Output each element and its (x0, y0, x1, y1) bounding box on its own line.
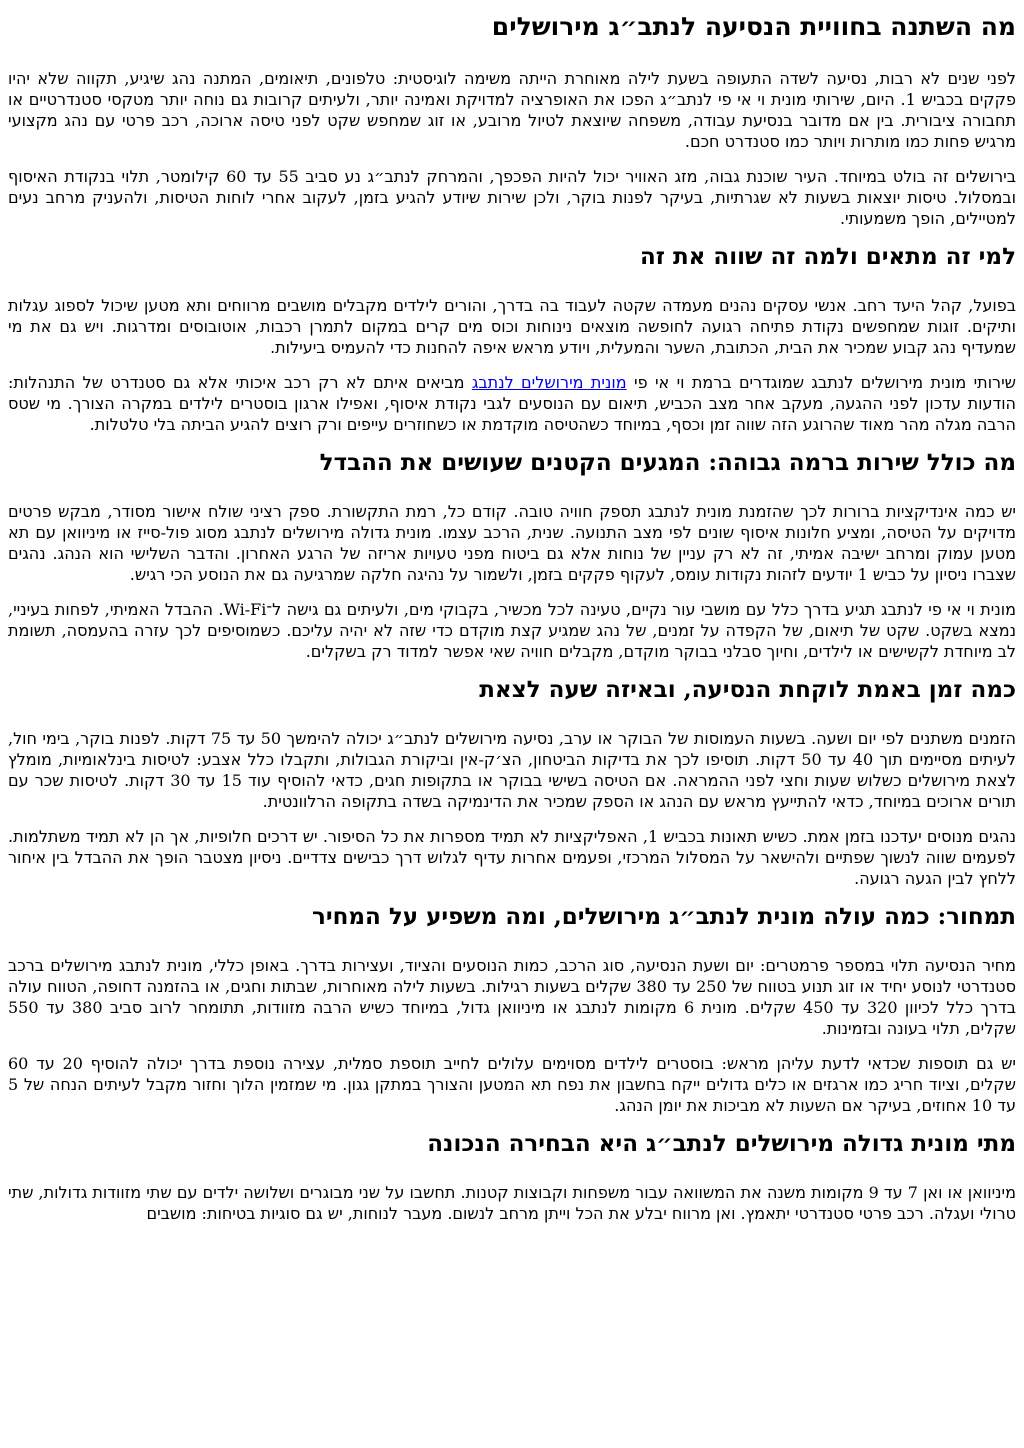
section-heading-trip-duration: כמה זמן באמת לוקחת הנסיעה, ובאיזה שעה לצאת (479, 676, 1016, 703)
intro-paragraph-1: לפני שנים לא רבות, נסיעה לשדה התעופה בשעת לילה מאוחרת הייתה משימה לוגיסטית: טלפונים, תיאומים, המתנה נהג שיגיע, תקווה שלא יהיו פקקים בכביש 1. היום, שירותי מונית וי אי פי לנתב״ג הפכו את האופרציה למדויקת ואמינה יותר, ולעיתים קרובות גם נוחה יותר מטקסי סטנדרטיים או תחבורה ציבורית. בין אם מדובר בנסיעת עבודה, משפחה שיוצאת לטיול מרובע, או זוג שמחפש שקט לפני טיסה ארוכה, רכב פרטי עם נהג מקצועי מרגיש פחות כמו מותרות ויותר כמו סטנדרט חכם. (8, 69, 1017, 151)
section1-paragraph-1: בפועל, קהל היעד רחב. אנשי עסקים נהנים מעמדה שקטה לעבוד בה בדרך, והורים לילדים מקבלים מושבים מרווחים ותא מטען שיכול לספוג עגלות ותיקים. זוגות שמחפשים נקודת פתיחה רגועה לחופשה מוצאים נינוחות וכוס מים קרים במקום לתמרן רכבות, אוטובוסים ומדרגות. ויש גם את מי שמעדיף נהג קבוע שמכיר את הבית, הכתובת, השער והמעלית, ויודע מראש איפה להחנות כדי להעמיס ביעילות. (8, 296, 1017, 357)
section1-paragraph-2 (8, 372, 1016, 435)
page-title: מה השתנה בחוויית הנסיעה לנתב״ג מירושלים (491, 12, 1016, 41)
section-heading-pricing: תמחור: כמה עולה מונית לנתב״ג מירושלים, ומה משפיע על המחיר (311, 903, 1016, 930)
section3-paragraph-2: נהגים מנוסים יעדכנו בזמן אמת. כשיש תאונות בכביש 1, האפליקציות לא תמיד מספרות את כל הסיפור. יש דרכים חלופיות, אך הן לא תמיד משתלמות. לפעמים שווה לנשוך שפתיים ולהישאר על המסלול המרכזי, ופעמים אחרות עדיף לגלוש דרך כבישים צדדיים. ניסיון מצטבר הופך את ההבדל בין איחור ללחץ לבין הגעה רגועה. (8, 827, 1017, 888)
section4-paragraph-2: יש גם תוספות שכדאי לדעת עליהן מראש: בוסטרים לילדים מסוימים עלולים לחייב תוספת סמלית, עצירה נוספת בדרך יכולה להוסיף 20 עד 60 שקלים, וציוד חריג כמו ארגזים או כלים גדולים ייקח בחשבון את נפח תא המטען והצורך במתקן גגון. מי שמזמין הלוך וחזור מקבל לעיתים הנחה של 5 עד 10 אחוזים, בעיקר אם השעות לא מביכות את יומן הנהג. (8, 1054, 1016, 1115)
section4-paragraph-1: מחיר הנסיעה תלוי במספר פרמטרים: יום ושעת הנסיעה, סוג הרכב, כמות הנוסעים והציוד, ועצירות בדרך. באופן כללי, מונית לנתבג מירושלים ברכב סטנדרטי לנוסע יחיד או זוג תנוע בטווח של 250 עד 380 שקלים בשעות רגילות. בשעות לילה מאוחרות, שבתות וחגים, או בהזמנה דחופה, הטווח עולה בדרך כלל לכיוון 320 עד 450 שקלים. מונית 6 מקומות לנתבג או מיניוואן גדול, במיוחד כשיש הרבה מזוודות, תתומחר לרוב סביב 380 עד 550 שקלים, תלוי בעונה ובזמינות. (8, 956, 1017, 1038)
section3-paragraph-1: הזמנים משתנים לפי יום ושעה. בשעות העמוסות של הבוקר או ערב, נסיעה מירושלים לנתב״ג יכולה להימשך 50 עד 75 דקות. לפנות בוקר, בימי חול, לעיתים מסיימים תוך 40 עד 50 דקות. תוסיפו לכך את בדיקות הביטחון, הצ׳ק-אין וביקורת הגבולות, ותקבלו כלל אצבע: לטיסות בינלאומיות, מומלץ לצאת מירושלים כשלוש שעות וחצי לפני ההמראה. אם הטיסה בשישי בבוקר או בתקופות חגים, כדאי להוסיף עוד 15 עד 30 דקות. לטיסות שכר עם תורים ארוכים במיוחד, כדאי להתייעץ מראש עם הנהג או הספק שמכיר את הדינמיקה בשדה בתקופה הרלוונטית. (8, 729, 1017, 811)
section-heading-who-is-it-for: למי זה מתאים ולמה זה שווה את זה (639, 243, 1016, 270)
taxi-service-link[interactable]: מונית מירושלים לנתבג (471, 373, 627, 392)
section5-paragraph-1: מיניוואן או ואן 7 עד 9 מקומות משנה את המשוואה עבור משפחות וקבוצות קטנות. תחשבו על שני מבוגרים ושלושה ילדים עם שתי מזוודות גדולות, שתי טרולי ועגלה. רכב פרטי סטנדרטי יתאמץ. ואן מרווח יבלע את הכל וייתן מרחב לנשום. מעבר לנוחות, יש גם סוגיות בטיחות: מושבים (8, 1183, 1016, 1223)
intro-paragraph-2: בירושלים זה בולט במיוחד. העיר שוכנת גבוה, מזג האוויר יכול להיות הפכפך, והמרחק לנתב״ג נע סביב 55 עד 60 קילומטר, תלוי בנקודת האיסוף ובמסלול. טיסות יוצאות בשעות לא שגרתיות, בעיקר לפנות בוקר, ולכן שירות שיודע להגיע בזמן, לעקוב אחרי לוחות הטיסות, ולהעניק מרחב נעים למטיילים, הופך משמעותי. (8, 167, 1017, 228)
section-heading-when-large-taxi: מתי מונית גדולה מירושלים לנתב״ג היא הבחירה הנכונה (427, 1130, 1016, 1157)
section1-paragraph-2-after-link: מביאים איתם לא רק רכב איכותי אלא גם סטנדרט של התנהלות: הודעות עדכון לפני ההגעה, מעקב אחר מצב הכביש, תיאום עם הנוסעים לגבי נקודת איסוף, ואפילו ארגון בוסטרים לילדים במקרה הצורך. מי שטס הרבה מגלה מהר מאוד שהרוגע הזה שווה זמן וכסף, במיוחד כשהטיסה מוקדמת או כשחוזרים עייפים ורק רוצים להגיע הביתה בלי טלטלות. (8, 373, 1017, 434)
section-heading-what-service-includes: מה כולל שירות ברמה גבוהה: המגעים הקטנים שעושים את ההבדל (319, 449, 1016, 476)
section2-paragraph-2: מונית וי אי פי לנתבג תגיע בדרך כלל עם מושבי עור נקיים, טעינה לכל מכשיר, בקבוקי מים, ולעיתים גם גישה ל־Wi-Fi. ההבדל האמיתי, לפחות בעיניי, נמצא בשקט. שקט של תיאום, של הקפדה על זמנים, של נהג שמגיע קצת מוקדם כדי שזה לא יהיה עליכם. כשמוסיפים לכך עזרה בהעמסה, תשומת לב מיוחדת לקשישים או לילדים, וחיוך סבלני בבוקר מוקדם, מקבלים חוויה שאי אפשר למדוד רק בשקלים. (8, 600, 1017, 661)
section2-paragraph-1: יש כמה אינדיקציות ברורות לכך שהזמנת מונית לנתבג תספק חוויה טובה. קודם כל, רמת התקשורת. ספק רציני שולח אישור מסודר, מבקש פרטים מדויקים על הטיסה, ומציע חלונות איסוף שונים לפי מצב התנועה. שנית, הרכב עצמו. מונית גדולה מירושלים לנתבג מסוג פול-סייז או מיניוואן עם תא מטען עמוק ומרחב ישיבה אמיתי, זה לא רק עניין של נוחות אלא גם ביטוח מפני טעויות אריזה של הרגע האחרון. והדבר השלישי הוא הנהג. נהגים שצברו ניסיון על כביש 1 יודעים לזהות נקודות עומס, לעקוף פקקים בזמן, ולשמור על נהיגה חלקה שמרגיעה גם את הנוסע הכי רגיש. (8, 502, 1016, 584)
section1-paragraph-2-before-link: שירותי מונית מירושלים לנתבג שמוגדרים ברמת וי אי פי (626, 373, 1017, 392)
